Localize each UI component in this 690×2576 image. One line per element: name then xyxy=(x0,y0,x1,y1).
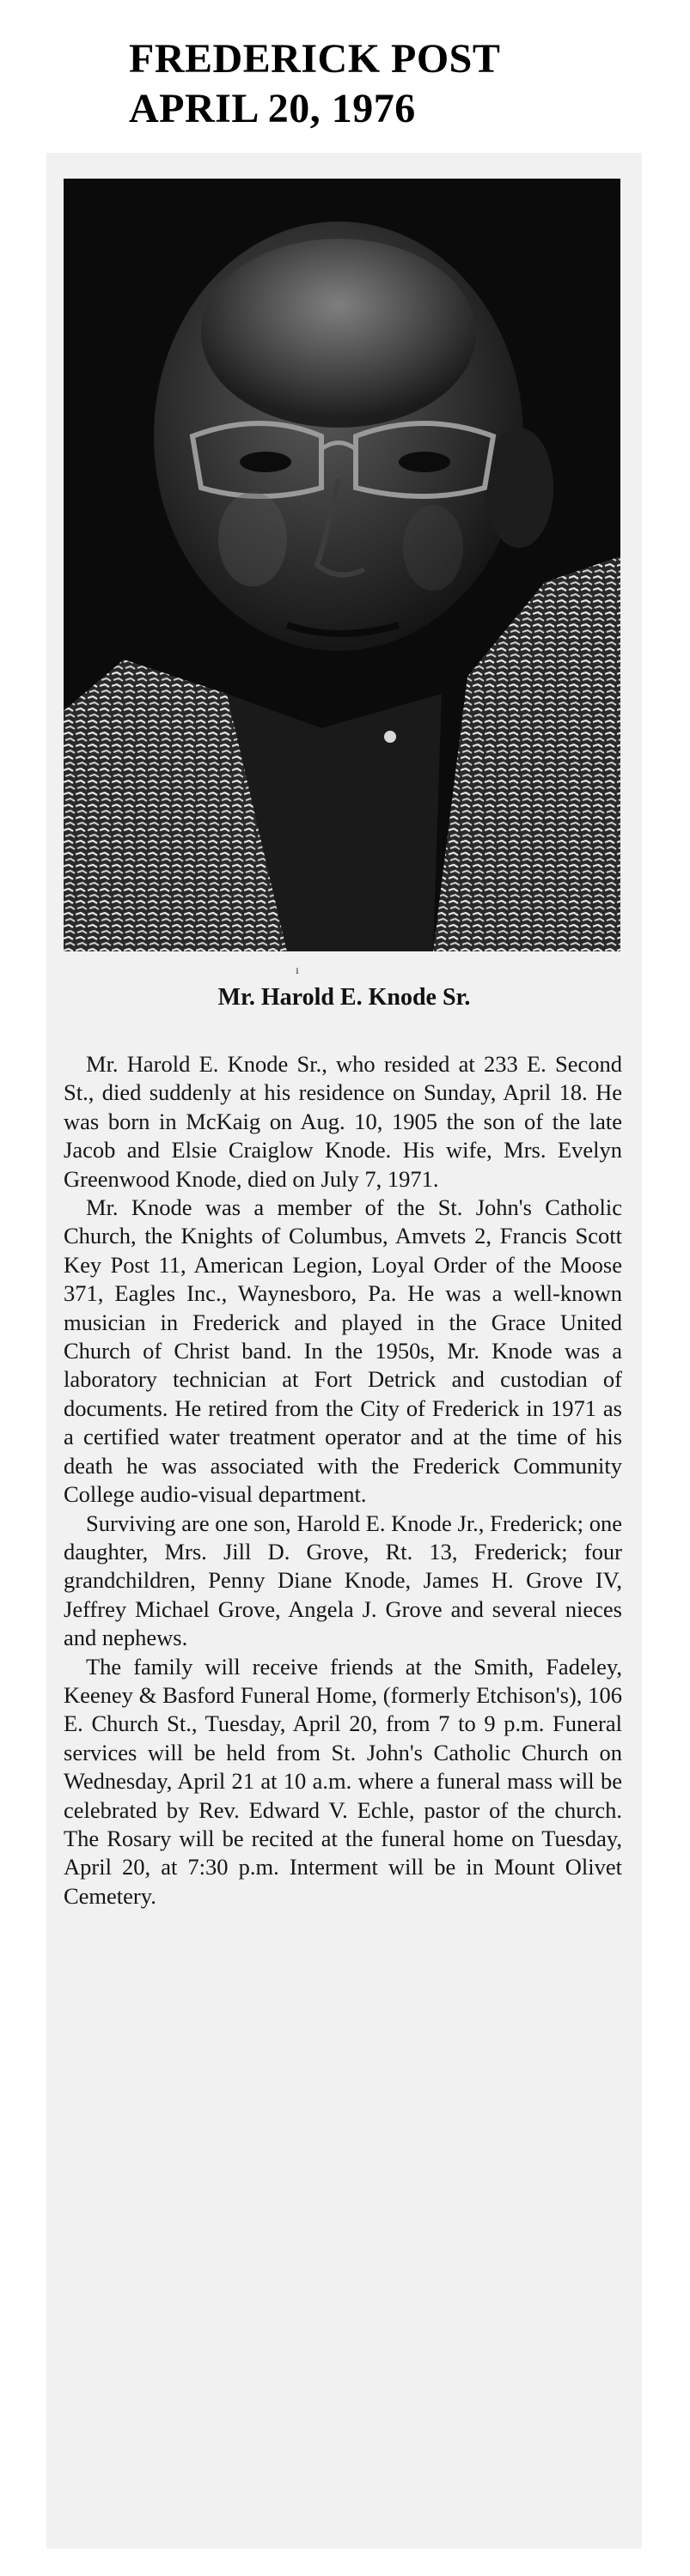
portrait-photo-icon xyxy=(64,179,620,951)
paragraph-biography: Mr. Harold E. Knode Sr., who resided at 233 E. Second St., died suddenly at his residence on Sunday, April 18. He was born in McKaig on Aug. 10, 1905 the son of the late Jacob and Elsie Craiglow Knode. His wife, Mrs. Evelyn Greenwood Knode, died on July 7, 1971. xyxy=(64,1051,622,1192)
photo-caption: Mr. Harold E. Knode Sr. xyxy=(217,984,471,1011)
newspaper-header xyxy=(129,34,662,134)
caption-mark: ı xyxy=(296,964,299,977)
paragraph-services: The family will receive friends at the Smith, Fadeley, Keeney & Basford Funeral Home, (formerly Etchison's), 106 E. Church St., Tuesday, April 20, from 7 to 9 p.m. Funeral services will be held from St. John's Catholic Church on Wednesday, April 21 at 10 a.m. where a funeral mass will be celebrated by Rev. Edward V. Echle, pastor of the church. The Rosary will be recited at the funeral home on Tuesday, April 20, at 7:30 p.m. Interment will be in Mount Olivet Cemetery. xyxy=(64,1653,622,1909)
publication-date: APRIL 20, 1976 xyxy=(129,86,416,131)
paragraph-survivors: Surviving are one son, Harold E. Knode Jr., Frederick; one daughter, Mrs. Jill D. Grove, Rt. 13, Frederick; four grandchildren, Penny Diane Knode, James H. Grove IV, Jeffrey Michael Grove, Angela J. Grove and several nieces and nephews. xyxy=(64,1510,622,1651)
obituary-text xyxy=(64,1050,622,1911)
newspaper-name: FREDERICK POST xyxy=(129,36,501,82)
paragraph-memberships: Mr. Knode was a member of the St. John's Catholic Church, the Knights of Columbus, Amvets 2, Francis Scott Key Post 11, American Legion, Loyal Order of the Moose 371, Eagles Inc., Waynesboro, Pa. He was a well-known musician in Frederick and played in the Grace United Church of Christ band. In the 1950s, Mr. Knode was a laboratory technician at Fort Detrick and custodian of documents. He retired from the City of Frederick in 1971 as a certified water treatment operator and at the time of his death he was associated with the Frederick Community College audio-visual department. xyxy=(64,1194,622,1508)
obituary-clipping xyxy=(46,153,642,2549)
